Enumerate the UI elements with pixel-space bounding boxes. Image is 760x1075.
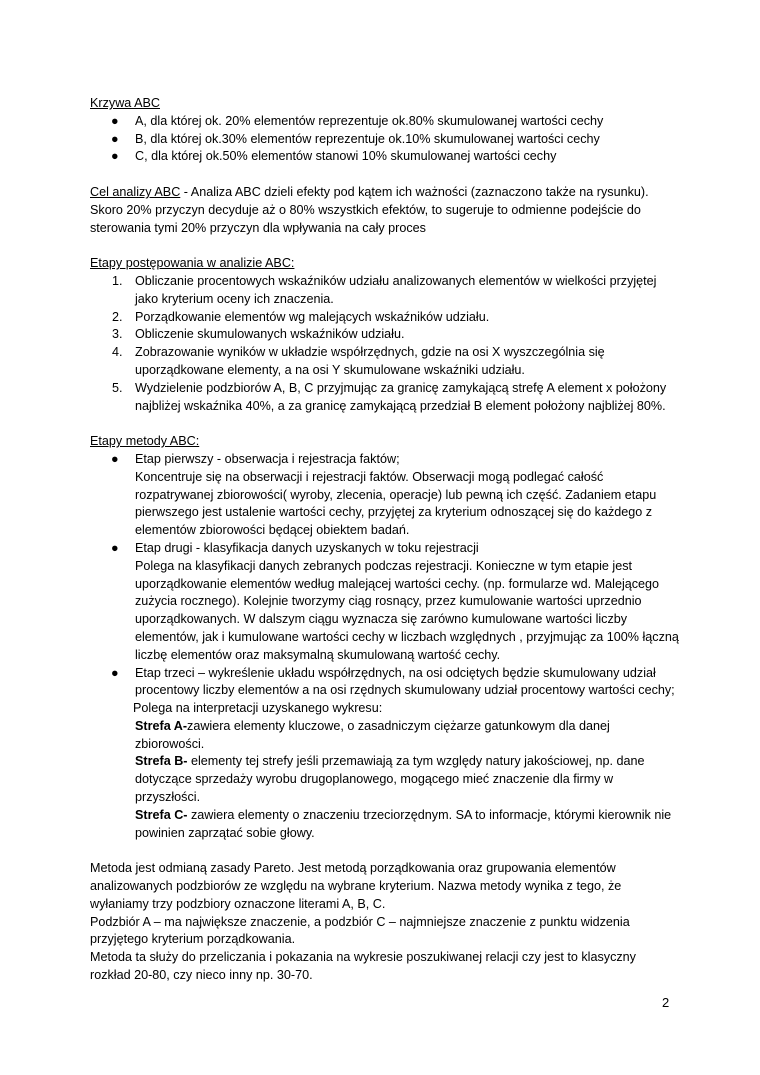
list-number: 3. — [112, 327, 123, 342]
strefa-c — [135, 807, 680, 843]
list-number: 4. — [112, 345, 123, 360]
strefa-b-text: elementy tej strefy jeśli przemawiają za tym względy natury jakościowej, np. dane dotyczące sprzedaży wyrobu drugoplanowego, mogącego mieć znaczenie dla firmy w przyszłości. — [135, 754, 645, 805]
list-item-text: B, dla której ok.30% elementów reprezentuje ok.10% skumulowanej wartości cechy — [135, 131, 600, 146]
etap1-text: Koncentruje się na obserwacji i rejestracji faktów. Obserwacji mogą podlegać całość rozpatrywanej zbiorowości( wyroby, zlecenia, operacje) lub pewną ich część. Zadaniem etapu pierwszego jest ustalenie wartości cechy, przyjętej za kryterium odnoszącej się do każdego z elementów zbiorowości będącej obiektem badań. — [135, 469, 657, 538]
list-item-text: Zobrazowanie wyników w układzie współrzędnych, gdzie na osi X wyszczególnia się uporządkowane elementy, a na osi Y skumulowane wskaźniki udziału. — [135, 345, 605, 377]
list-item — [90, 113, 680, 131]
strefa-a — [135, 718, 680, 754]
etap3-polega: Polega na interpretacji uzyskanego wykresu: — [133, 701, 383, 716]
etap2-text: Polega na klasyfikacji danych zebranych podczas rejestracji. Konieczne w tym etapie jest uporządkowanie elementów według malejącej wartości cechy. (np. formularze wd. Malejącego zużycia rocznego). Kolejnie tworzymy ciąg rosnący, przez kumulowanie wartości uprzednio uporządkowanych. W dalszym ciągu wyznacza się zarówno kumulowane wartości liczby elementów, jak i kumulowane wartości cechy w liczbach względnych , przyjmując za 100% łączną liczbę elementów oraz maksymalną skumulowaną wartość cechy. — [135, 558, 679, 662]
list-number: 5. — [112, 380, 123, 395]
document-page — [90, 95, 680, 985]
list-item — [90, 451, 680, 540]
etapy-postepowania-list — [90, 273, 680, 415]
page-number: 2 — [662, 995, 670, 1010]
etapy-metody-heading: Etapy metody ABC: — [90, 434, 200, 449]
list-item-text: Porządkowanie elementów wg malejących wskaźników udziału. — [135, 309, 490, 324]
list-item-text: Obliczanie procentowych wskaźników udziału analizowanych elementów w wielkości przyjętej jako kryterium oceny ich znaczenia. — [135, 273, 657, 306]
list-item-text: C, dla której ok.50% elementów stanowi 10% skumulowanej wartości cechy — [135, 149, 557, 164]
list-item — [90, 344, 680, 380]
etapy-postepowania-heading: Etapy postępowania w analizie ABC: — [90, 256, 295, 271]
strefa-b — [135, 753, 680, 806]
bullet-icon: ● — [111, 149, 119, 164]
list-item — [90, 131, 680, 149]
list-item — [90, 273, 680, 309]
list-item — [90, 148, 680, 166]
strefa-b-label: Strefa B- — [135, 754, 188, 769]
etap1-title: Etap pierwszy - obserwacja i rejestracja faktów; — [135, 451, 400, 466]
list-item — [90, 665, 680, 701]
strefa-c-text: zawiera elementy o znaczeniu trzeciorzędnym. SA to informacje, którymi kierownik nie powinien zaprzątać sobie głowy. — [135, 807, 672, 840]
krzywa-heading: Krzywa ABC — [90, 96, 160, 110]
list-item — [90, 309, 680, 327]
strefa-a-text: zawiera elementy kluczowe, o zasadniczym ciężarze gatunkowym dla danej zbiorowości. — [135, 718, 610, 751]
list-number: 1. — [112, 273, 123, 288]
list-item — [90, 540, 680, 665]
cel-paragraph — [90, 184, 680, 237]
closing-paragraph-3: Metoda ta służy do przeliczania i pokazania na wykresie poszukiwanej relacji czy jest to klasyczny rozkład 20-80, czy nieco inny np. 30-70. — [90, 950, 636, 983]
list-item — [90, 326, 680, 344]
list-item-text: Wydzielenie podzbiorów A, B, C przyjmując za granicę zamykającą strefę A element x położony najbliżej wskaźnika 40%, a za granicę zamykającą przedział B element położony najbliżej 80%. — [135, 380, 667, 413]
strefa-c-label: Strefa C- — [135, 807, 188, 822]
bullet-icon: ● — [111, 113, 119, 128]
etap2-title: Etap drugi - klasyfikacja danych uzyskanych w toku rejestracji — [135, 540, 479, 555]
cel-text: - Analiza ABC dzieli efekty pod kątem ich ważności (zaznaczono także na rysunku). Skoro 20% przyczyn decyduje aż o 80% wszystkich efektów, to sugeruje to odmienne podejście do sterowania tymi 20% przyczyn dla wpływania na cały proces — [90, 184, 649, 235]
list-number: 2. — [112, 309, 123, 324]
cel-heading: Cel analizy ABC — [90, 184, 181, 199]
closing-paragraph-2: Podzbiór A – ma największe znaczenie, a podzbiór C – najmniejsze znaczenie z punktu widzenia przyjętego kryterium porządkowania. — [90, 914, 630, 947]
strefa-a-label: Strefa A- — [135, 718, 188, 733]
bullet-icon: ● — [111, 451, 119, 466]
etap3-title: Etap trzeci – wykreślenie układu współrzędnych, na osi odciętych będzie skumulowany udział procentowy liczby elementów a na osi rzędnych skumulowany udział procentowy wartości cechy; — [135, 665, 675, 698]
bullet-icon: ● — [111, 665, 119, 680]
bullet-icon: ● — [111, 131, 119, 146]
list-item — [90, 380, 680, 416]
list-item-text: A, dla której ok. 20% elementów reprezentuje ok.80% skumulowanej wartości cechy — [135, 113, 604, 128]
krzywa-list — [90, 113, 680, 166]
closing-paragraph-1: Metoda jest odmianą zasady Pareto. Jest metodą porządkowania oraz grupowania elementów analizowanych podzbiorów ze względu na wybrane kryterium. Nazwa metody wynika z tego, że wyłaniamy trzy podzbiory oznaczone literami A, B, C. — [90, 861, 622, 911]
bullet-icon: ● — [111, 540, 119, 555]
list-item-text: Obliczenie skumulowanych wskaźników udziału. — [135, 327, 405, 342]
etapy-metody-list — [90, 451, 680, 700]
